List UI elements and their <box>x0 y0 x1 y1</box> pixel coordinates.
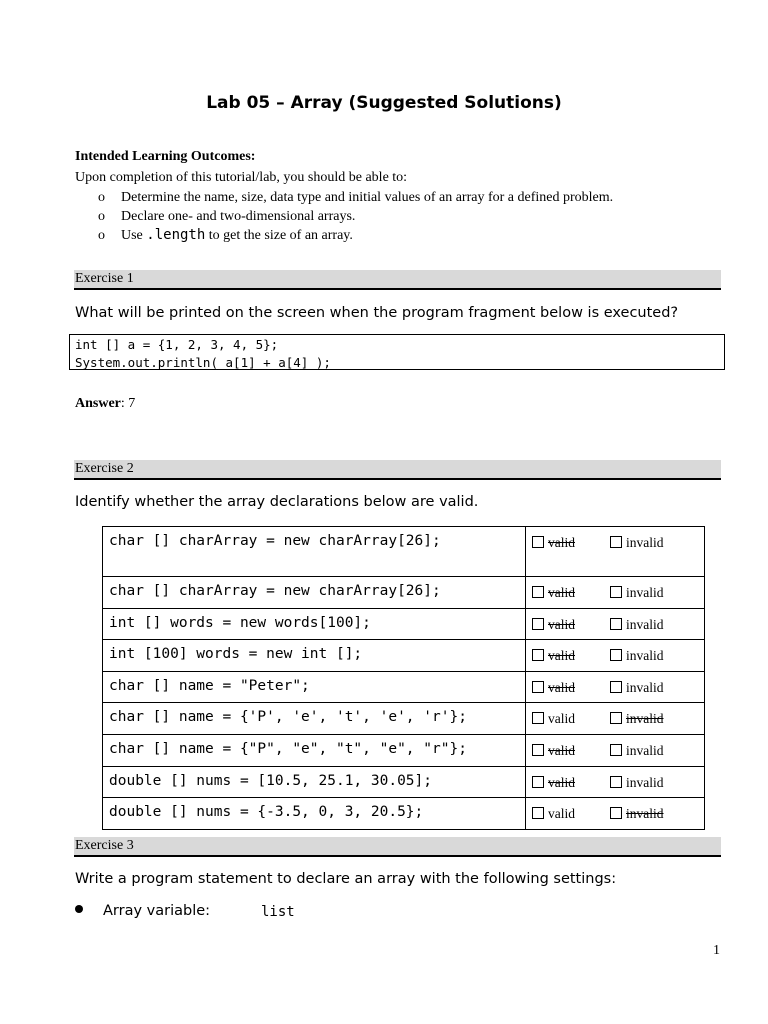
ilo-item <box>98 226 613 245</box>
checkbox-icon[interactable] <box>610 807 622 819</box>
invalid-label: invalid <box>626 648 664 664</box>
checkbox-icon[interactable] <box>532 536 544 548</box>
checkbox-icon[interactable] <box>610 712 622 724</box>
valid-label: valid <box>548 679 575 695</box>
valid-label: valid <box>548 806 575 822</box>
code-line: System.out.println( a[1] + a[4] ); <box>75 354 331 370</box>
declaration-row <box>103 577 705 609</box>
page-number: 1 <box>713 943 720 958</box>
invalid-option[interactable] <box>610 617 688 633</box>
ilo-heading: Intended Learning Outcomes: <box>75 149 256 164</box>
declaration-code: char [] name = "Peter"; <box>103 671 526 703</box>
settings-item-value: list <box>261 904 295 920</box>
code-snippet <box>69 334 725 370</box>
exercise-1-header: Exercise 1 <box>74 270 721 290</box>
invalid-label: invalid <box>626 616 664 632</box>
valid-option[interactable] <box>532 806 610 822</box>
valid-option[interactable] <box>532 775 610 791</box>
invalid-option[interactable] <box>610 806 688 822</box>
checkbox-icon[interactable] <box>532 712 544 724</box>
invalid-label: invalid <box>626 806 664 822</box>
declaration-row <box>103 608 705 640</box>
invalid-label: invalid <box>626 679 664 695</box>
valid-label: valid <box>548 742 575 758</box>
valid-label: valid <box>548 648 575 664</box>
declaration-row <box>103 798 705 830</box>
valid-option[interactable] <box>532 648 610 664</box>
declaration-code: char [] name = {'P', 'e', 't', 'e', 'r'}; <box>103 703 526 735</box>
code-line: int [] a = {1, 2, 3, 4, 5}; <box>75 337 279 352</box>
checkbox-icon[interactable] <box>532 744 544 756</box>
declaration-row <box>103 527 705 577</box>
declaration-row <box>103 703 705 735</box>
exercise-2-question: Identify whether the array declarations below are valid. <box>75 494 479 510</box>
valid-option[interactable] <box>532 617 610 633</box>
valid-option[interactable] <box>532 680 610 696</box>
ilo-item-code: .length <box>146 227 206 243</box>
checkbox-icon[interactable] <box>610 776 622 788</box>
declaration-row <box>103 671 705 703</box>
answer <box>75 396 135 412</box>
ilo-item <box>98 208 613 227</box>
checkbox-icon[interactable] <box>610 586 622 598</box>
ilo-item-text: Declare one- and two-dimensional arrays. <box>121 208 356 224</box>
declaration-code: char [] charArray = new charArray[26]; <box>103 577 526 609</box>
invalid-label: invalid <box>626 585 664 600</box>
declaration-code: int [100] words = new int []; <box>103 640 526 672</box>
declaration-code: int [] words = new words[100]; <box>103 608 526 640</box>
declaration-options <box>526 798 705 830</box>
valid-label: valid <box>548 711 575 727</box>
ilo-item <box>98 189 613 208</box>
answer-value: : 7 <box>120 396 136 411</box>
invalid-option[interactable] <box>610 775 688 791</box>
settings-item <box>75 903 295 920</box>
invalid-option[interactable] <box>610 743 688 759</box>
ilo-bullet: o <box>98 208 105 224</box>
invalid-option[interactable] <box>610 648 688 664</box>
checkbox-icon[interactable] <box>532 681 544 693</box>
answer-label: Answer <box>75 396 121 411</box>
declaration-code: double [] nums = {-3.5, 0, 3, 20.5}; <box>103 798 526 830</box>
checkbox-icon[interactable] <box>532 618 544 630</box>
valid-label: valid <box>548 585 575 600</box>
checkbox-icon[interactable] <box>610 681 622 693</box>
declaration-options <box>526 766 705 798</box>
checkbox-icon[interactable] <box>610 536 622 548</box>
declaration-code: double [] nums = [10.5, 25.1, 30.05]; <box>103 766 526 798</box>
declaration-options <box>526 703 705 735</box>
invalid-option[interactable] <box>610 535 688 551</box>
invalid-option[interactable] <box>610 585 688 601</box>
ilo-bullet: o <box>98 190 105 205</box>
ilo-intro: Upon completion of this tutorial/lab, you should be able to: <box>75 170 408 185</box>
valid-label: valid <box>548 616 575 632</box>
invalid-label: invalid <box>626 742 664 758</box>
declaration-row <box>103 640 705 672</box>
checkbox-icon[interactable] <box>532 807 544 819</box>
valid-label: valid <box>548 535 575 550</box>
checkbox-icon[interactable] <box>610 744 622 756</box>
valid-option[interactable] <box>532 585 610 601</box>
declaration-options <box>526 734 705 766</box>
settings-item-label: Array variable: <box>103 903 211 919</box>
checkbox-icon[interactable] <box>532 776 544 788</box>
declaration-options <box>526 608 705 640</box>
declaration-options <box>526 577 705 609</box>
invalid-label: invalid <box>626 711 664 727</box>
exercise-3-question: Write a program statement to declare an array with the following settings: <box>75 871 617 887</box>
ilo-list <box>98 189 613 245</box>
declaration-code: char [] name = {"P", "e", "t", "e", "r"}; <box>103 734 526 766</box>
declaration-options <box>526 671 705 703</box>
exercise-3-header: Exercise 3 <box>74 837 721 857</box>
declaration-row <box>103 734 705 766</box>
valid-label: valid <box>548 774 575 790</box>
invalid-label: invalid <box>626 774 664 790</box>
declaration-code: char [] charArray = new charArray[26]; <box>103 527 526 577</box>
declaration-options <box>526 640 705 672</box>
invalid-label: invalid <box>626 535 664 550</box>
checkbox-icon[interactable] <box>610 618 622 630</box>
ilo-item-text: Use <box>121 228 147 243</box>
ilo-item-text: to get the size of an array. <box>205 228 353 243</box>
declaration-row <box>103 766 705 798</box>
ilo-item-text: Determine the name, size, data type and initial values of an array for a defined problem. <box>121 190 614 205</box>
invalid-option[interactable] <box>610 680 688 696</box>
checkbox-icon[interactable] <box>610 649 622 661</box>
page-title: Lab 05 – Array (Suggested Solutions) <box>206 93 562 113</box>
exercise-1-question: What will be printed on the screen when the program fragment below is executed? <box>75 305 679 321</box>
valid-option[interactable] <box>532 535 610 551</box>
valid-option[interactable] <box>532 743 610 759</box>
bullet-dot <box>75 905 83 913</box>
valid-option[interactable] <box>532 711 610 727</box>
declarations-table <box>102 526 705 830</box>
declaration-options <box>526 527 705 577</box>
ilo-bullet: o <box>98 228 105 243</box>
invalid-option[interactable] <box>610 711 688 727</box>
exercise-2-header: Exercise 2 <box>74 460 721 480</box>
checkbox-icon[interactable] <box>532 649 544 661</box>
checkbox-icon[interactable] <box>532 586 544 598</box>
